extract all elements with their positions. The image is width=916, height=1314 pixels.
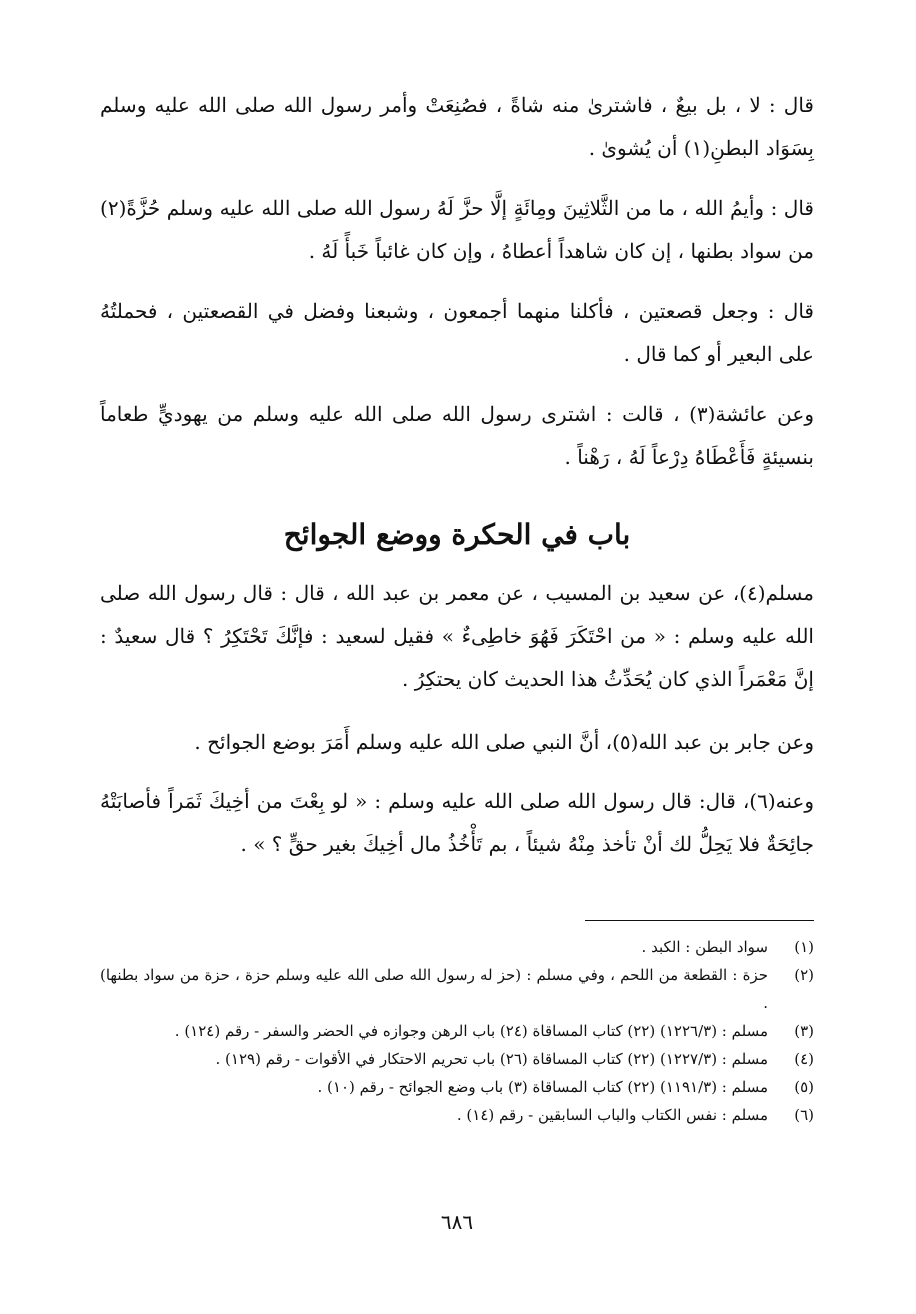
section-paragraph: مسلم(٤)، عن سعيد بن المسيب ، عن معمر بن عبد الله ، قال : قال رسول الله صلى الله عليه وسلم : « من احْتَكَرَ فَهُوَ خاطِىءٌ » فقيل لسعيد : فإنَّكَ تَحْتَكِرُ ؟ قال سعيدٌ : إنَّ مَعْمَراً الذي كان يُحَدِّثُ هذا الحديث كان يحتكِرُ . — [100, 581, 814, 691]
footnote-item — [100, 1073, 814, 1101]
section-paragraph: وعن جابر بن عبد الله(٥)، أنَّ النبي صلى الله عليه وسلم أَمَرَ بوضع الجوائح . — [194, 730, 814, 754]
page-number: ٦٨٦ — [440, 1210, 474, 1234]
body-paragraph: قال : وجعل قصعتين ، فأكلنا منهما أجمعون ، وشبعنا وفضل في القصعتين ، فحملتُهُ على البعير أو كما قال . — [100, 299, 814, 366]
footnote-text: مسلم : (١٢٢٧/٣) (٢٢) كتاب المساقاة (٢٦) باب تحريم الاحتكار في الأقوات - رقم (١٢٩) . — [215, 1050, 768, 1068]
footnote-number: (٥) — [794, 1078, 814, 1096]
footnote-divider — [585, 920, 814, 921]
footnote-item — [100, 961, 814, 1017]
footnote-item — [100, 1045, 814, 1073]
section-paragraph: وعنه(٦)، قال: قال رسول الله صلى الله عليه وسلم : « لو بِعْتَ من أخِيكَ ثَمَراً فأصابَتْهُ جائِحَةٌ فلا يَحِلُّ لك أنْ تأخذ مِنْهُ شيئاً ، بم تَأْخُذُ مال أخِيكَ بغير حقٍّ ؟ » . — [100, 789, 814, 856]
footnote-number: (٦) — [794, 1106, 814, 1124]
body-paragraph: قال : لا ، بل بيعٌ ، فاشترىٰ منه شاةً ، فصُنِعَتْ وأمر رسول الله صلى الله عليه وسلم بِسَوَاد البطنِ(١) أن يُشوىٰ . — [100, 93, 814, 160]
footnote-item — [100, 1017, 814, 1045]
footnote-number: (٢) — [794, 966, 814, 984]
footnote-text: مسلم : (١١٩١/٣) (٢٢) كتاب المساقاة (٣) باب وضع الجوائح - رقم (١٠) . — [317, 1078, 768, 1096]
footnote-number: (٣) — [794, 1022, 814, 1040]
body-paragraph: وعن عائشة(٣) ، قالت : اشترى رسول الله صلى الله عليه وسلم من يهوديٍّ طعاماً بنسيئةٍ فَأَعْطَاهُ دِرْعاً لَهُ ، رَهْناً . — [100, 402, 814, 469]
footnote-item — [100, 933, 814, 961]
footnote-text: سواد البطن : الكبد . — [641, 938, 768, 956]
footnote-item — [100, 1101, 814, 1129]
footnotes-list — [100, 933, 814, 1129]
chapter-heading: باب في الحكرة ووضع الجوائح — [283, 518, 631, 551]
footnote-text: حزة : القطعة من اللحم ، وفي مسلم : (حز له رسول الله صلى الله عليه وسلم حزة ، حزة من سواد بطنها) . — [100, 966, 768, 1012]
footnote-number: (٤) — [794, 1050, 814, 1068]
footnote-text: مسلم : (١٢٢٦/٣) (٢٢) كتاب المساقاة (٢٤) باب الرهن وجوازه في الحضر والسفر - رقم (١٢٤) . — [174, 1022, 768, 1040]
footnote-number: (١) — [794, 938, 814, 956]
body-paragraph: قال : وأيمُ الله ، ما من الثَّلاثِينَ ومِائَةٍ إلَّا حزَّ لَهُ رسول الله صلى الله عليه وسلم حُزَّةً(٢) من سواد بطنها ، إن كان شاهداً أعطاهُ ، وإن كان غائباً خَبأً لَهُ . — [100, 196, 814, 263]
footnote-text: مسلم : نفس الكتاب والباب السابقين - رقم (١٤) . — [456, 1106, 768, 1124]
